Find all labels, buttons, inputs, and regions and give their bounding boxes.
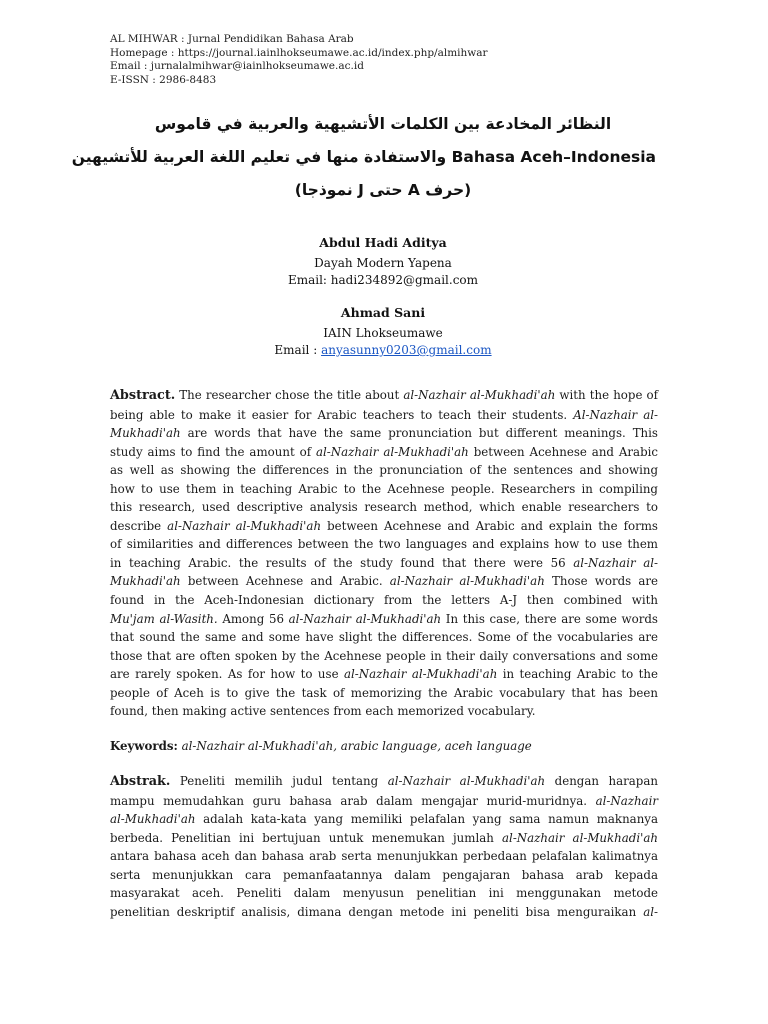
abstract-line (110, 461, 658, 480)
text-run: berbeda. Penelitian ini bertujuan untuk menemukan jumlah (110, 830, 503, 845)
italic-term: al-Nazhair al-Mukhadi'ah (389, 574, 545, 589)
text-run: In this case, there are some words (441, 611, 658, 626)
abstrak-label: Abstrak. (110, 774, 171, 789)
abstrak-paragraph (110, 772, 658, 921)
text-run: as well as showing the differences in the pronunciation of the sentences and showing (110, 463, 658, 478)
italic-term: al-Mukhadi'ah (110, 812, 196, 827)
text-run: mampu memudahkan guru bahasa arab dalam mengajar murid-muridnya. (110, 793, 596, 808)
abstrak-line (110, 772, 658, 792)
italic-term: Al-Nazhair al- (573, 407, 658, 422)
italic-term: Mukhadi'ah (110, 574, 181, 589)
author-affiliation: Dayah Modern Yapena (314, 256, 452, 270)
abstract-line (110, 480, 658, 499)
text-run: those that are often spoken by the Acehnese people in their daily conversations and some (110, 648, 658, 663)
abstrak-line (110, 792, 658, 811)
text-run: are rarely spoken. As for how to use (110, 667, 344, 682)
author-block-1 (110, 234, 656, 289)
keywords-label: Keywords: (110, 739, 178, 753)
italic-term: al- (643, 904, 658, 919)
text-run: in teaching Arabic to the (497, 667, 659, 682)
abstrak-line (110, 866, 658, 885)
abstract-line (110, 517, 658, 536)
abstrak-line (110, 810, 658, 829)
journal-header (110, 33, 488, 87)
text-run: that sound the same and some have slight the differences. Some of the vocabularies are (110, 630, 658, 645)
keywords-text: al-Nazhair al-Mukhadi'ah, arabic language, aceh language (177, 739, 532, 753)
journal-issn: E-ISSN : 2986-8483 (110, 73, 217, 86)
text-run: describe (110, 518, 168, 533)
text-run: antara bahasa aceh dan bahasa arab serta menunjukkan perbedaan pelafalan kalimatnya (110, 849, 658, 864)
abstract-line (110, 684, 658, 703)
abstract-line (110, 406, 658, 425)
text-run: Among 56 (217, 611, 289, 626)
text-run: found in the Aceh-Indonesian dictionary from the letters A-J then combined with (110, 593, 658, 608)
abstract-line (110, 386, 658, 406)
author-affiliation: IAIN Lhokseumawe (323, 326, 443, 340)
title-line-3: (حرف A حتى J نموذجا) (294, 181, 472, 199)
abstract-paragraph (110, 386, 658, 721)
abstract-line (110, 554, 658, 573)
text-run: between Acehnese and Arabic (468, 444, 659, 459)
abstract-line (110, 647, 658, 666)
abstract-text (110, 386, 658, 721)
abstract-line (110, 498, 658, 517)
text-run: being able to make it easier for Arabic teachers to teach their students. (110, 407, 574, 422)
abstract-line (110, 665, 658, 684)
author-name: Ahmad Sani (340, 305, 426, 320)
abstract-line (110, 610, 658, 629)
text-run: how to use them in teaching Arabic to the Acehnese people. Researchers in compiling (110, 481, 658, 496)
author-email: Email: hadi234892@gmail.com (287, 273, 479, 287)
author-email-link[interactable]: anyasunny0203@gmail.com (321, 343, 492, 357)
abstract-line (110, 628, 658, 647)
text-run: people of Aceh is to give the task of memorizing the Arabic vocabulary that has been (110, 685, 658, 700)
text-run: study aims to find the amount of (110, 444, 316, 459)
abstract-line (110, 702, 658, 721)
italic-term: al-Nazhair al-Mukhadi'ah (288, 611, 442, 626)
abstrak-line (110, 847, 658, 866)
abstract-line (110, 591, 658, 610)
title-line-2: Bahasa Aceh–Indonesia والاستفادة منها في تعليم اللغة العربية للأتشيهين (71, 148, 656, 166)
italic-term: al-Nazhair (595, 793, 658, 808)
italic-term: Mukhadi'ah (110, 426, 181, 441)
author-block-2 (110, 304, 656, 359)
text-run: dengan harapan (545, 774, 658, 788)
text-run: of similarities and differences between the two languages and explains how to use them (110, 537, 658, 552)
italic-term: al-Nazhair al-Mukhadi'ah (502, 830, 659, 845)
text-run: Those words are (544, 574, 659, 589)
text-run: in teaching Arabic. the results of the study found that there were 56 (110, 555, 574, 570)
italic-term: al-Nazhair al-Mukhadi'ah (167, 518, 322, 533)
author-name: Abdul Hadi Aditya (319, 235, 447, 250)
journal-homepage: Homepage : https://journal.iainlhokseumawe.ac.id/index.php/almihwar (110, 46, 488, 59)
text-run: adalah kata-kata yang memiliki pelafalan yang sama namun maknanya (195, 812, 658, 827)
text-run: between Acehnese and Arabic. (180, 574, 390, 589)
italic-term: al-Nazhair al-Mukhadi'ah (403, 388, 556, 402)
abstract-line (110, 535, 658, 554)
abstrak-line (110, 829, 658, 848)
italic-term: al-Nazhair al- (573, 555, 658, 570)
text-run: The researcher chose the title about (175, 388, 404, 402)
text-run: between Acehnese and Arabic and explain the forms (321, 518, 658, 533)
keywords-paragraph (110, 737, 658, 756)
text-run: found, then making active sentences from each memorized vocabulary. (110, 704, 536, 719)
title-line-1: النظائر المخادعة بين الكلمات الأتشيهية والعربية في قاموس (154, 115, 612, 133)
journal-email: Email : jurnalalmihwar@iainlhokseumawe.ac.id (110, 60, 364, 73)
text-run: serta menunjukkan cara pemanfaatannya dalam pengajaran bahasa arab kepada (110, 867, 658, 882)
abstrak-text (110, 772, 658, 921)
italic-term: al-Nazhair al-Mukhadi'ah (316, 444, 469, 459)
abstrak-line (110, 884, 658, 903)
italic-term: Mu'jam al-Wasith. (110, 611, 218, 626)
text-run: masyarakat aceh. Peneliti dalam menyusun penelitian ini menggunakan metode (110, 886, 658, 901)
text-run: penelitian deskriptif analisis, dimana dengan metode ini peneliti bisa menguraikan (110, 904, 644, 919)
abstract-line (110, 443, 658, 462)
author-email (110, 342, 656, 359)
abstrak-line (110, 903, 658, 922)
abstract-line (110, 572, 658, 591)
email-label: Email : (274, 343, 322, 357)
abstract-label: Abstract. (110, 388, 176, 403)
abstract-line (110, 424, 658, 443)
italic-term: al-Nazhair al-Mukhadi'ah (387, 774, 546, 788)
text-run: are words that have the same pronunciation but different meanings. This (180, 426, 658, 441)
text-run: Peneliti memilih judul tentang (170, 774, 388, 788)
italic-term: al-Nazhair al-Mukhadi'ah (344, 667, 498, 682)
text-run: this research, used descriptive analysis research method, which enable researchers to (110, 500, 658, 515)
text-run: with the hope of (555, 388, 659, 402)
journal-name: AL MIHWAR : Jurnal Pendidikan Bahasa Arab (110, 33, 354, 45)
